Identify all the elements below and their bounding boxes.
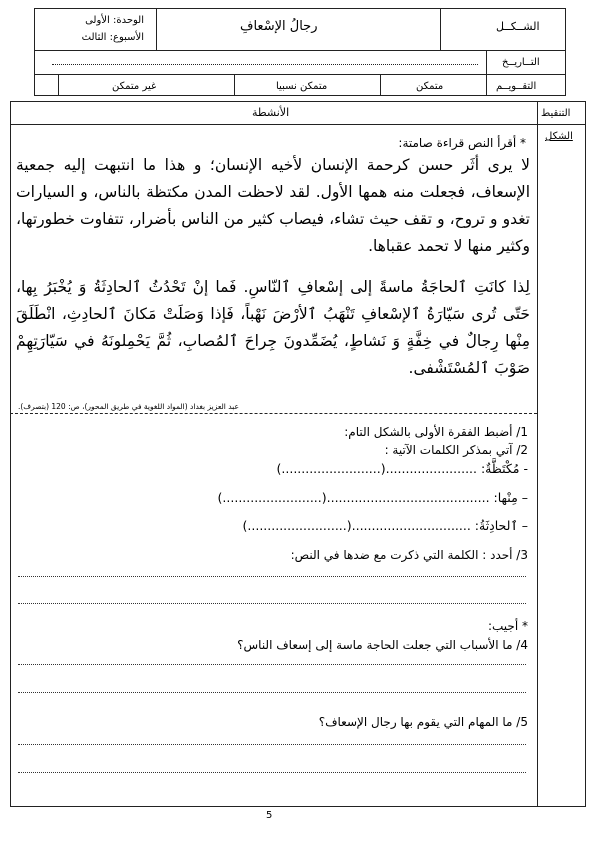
date-label: التــاريــخ xyxy=(502,57,540,68)
passage-paragraph-1: لا يرى أثَر حسن كرحمة الإنسان لأخيه الإنسان؛ و هذا ما انتبهت إليه جمعية الإسعاف، فجعلت منه همها الأول. لقد لاحظت المدن مكتظة بالناس، و السيارات تغدو و تروح، و تقف حيث تشاء، فيصاب كثير من الناس بأضرار، تتفاوت خطورتها، وكثير منها لا تحمد عقباها. xyxy=(16,156,530,255)
answer-line[interactable] xyxy=(18,576,526,577)
answer-intro: * أجيب: xyxy=(487,619,528,633)
eval-option-partial[interactable]: متمكن نسبيا xyxy=(276,81,328,92)
answer-line[interactable] xyxy=(18,772,526,773)
section-divider xyxy=(10,413,537,414)
question-1: 1/ أضبط الفقرة الأولى بالشكل التام: xyxy=(344,425,528,439)
header-divider xyxy=(156,8,157,50)
header-divider xyxy=(440,8,441,50)
word-item-3[interactable]: – ٱلحادِثَةُ: ..............................(.........................) xyxy=(242,518,528,533)
activities-heading: الأنشطة xyxy=(252,106,290,119)
page-title: رجالُ الإسْعافِ xyxy=(240,19,318,34)
answer-line[interactable] xyxy=(18,692,526,693)
page-number: 5 xyxy=(266,810,273,821)
source-citation: عبد العزيز بغداد (المواد اللغوية في طريق المحور)، ص: 120 (بتصرف). xyxy=(18,402,239,411)
scoring-column-divider xyxy=(537,101,538,807)
question-5: 5/ ما المهام التي يقوم بها رجال الإسعاف؟ xyxy=(318,715,528,729)
header-divider xyxy=(380,74,381,96)
header-divider xyxy=(486,50,487,96)
answer-line[interactable] xyxy=(18,603,526,604)
eval-option-proficient[interactable]: متمكن xyxy=(416,81,444,92)
read-instruction: * أقرأ النص قراءة صامتة: xyxy=(398,136,526,150)
eval-label: التقــويــم xyxy=(496,81,537,92)
passage-paragraph-2: لِذا كانَتِ ٱلحاجَةُ ماسةً إلى إسْعافِ ٱلنّاسِ. فَما إنْ تَحْدُثُ ٱلحادِثَةُ وَ يُخْبَرُ بِها، حَتّى تُرى سَيّارَةُ ٱلإسْعافِ تَنْهَبُ ٱلأرْضَ نَهْباً، فَإذا وَصَلَتْ مَكانَ ٱلحادِثِ، انْطَلَقَ مِنْها رِجالٌ في خِفَّةٍ وَ نَشاطٍ، يُضَمِّدونَ جِراحَ ٱلمُصابِ، ثُمَّ يَحْمِلونَهُ في سَيّارَتِهِمْ صَوْبَ ٱلمُسْتَشْفى. xyxy=(16,278,530,377)
word-item-1[interactable]: - مُكْتَظَّةٌ: .......................(.........................) xyxy=(276,461,528,476)
header-divider xyxy=(234,74,235,96)
answer-line[interactable] xyxy=(18,744,526,745)
field-label: الشــكــل xyxy=(496,20,540,33)
header-divider xyxy=(58,74,59,96)
date-field[interactable] xyxy=(52,64,478,65)
word-item-2[interactable]: – مِنْها: .........................................(.........................) xyxy=(217,490,528,505)
unit-label: الوحدة: الأولى xyxy=(85,15,144,26)
header-row-divider xyxy=(10,124,586,125)
side-label-shape: الشكل xyxy=(545,131,573,142)
question-2: 2/ آتي بمذكر الكلمات الآتية : xyxy=(384,443,528,457)
scoring-heading: التنقيط xyxy=(541,108,571,119)
question-3: 3/ أحدد : الكلمة التي ذكرت مع ضدها في النص: xyxy=(290,548,528,562)
question-4: 4/ ما الأسباب التي جعلت الحاجة ماسة إلى إسعاف الناس؟ xyxy=(237,638,528,652)
eval-option-not-proficient[interactable]: غير متمكن xyxy=(112,81,157,92)
answer-line[interactable] xyxy=(18,664,526,665)
week-label: الأسبوع: الثالث xyxy=(81,32,144,43)
